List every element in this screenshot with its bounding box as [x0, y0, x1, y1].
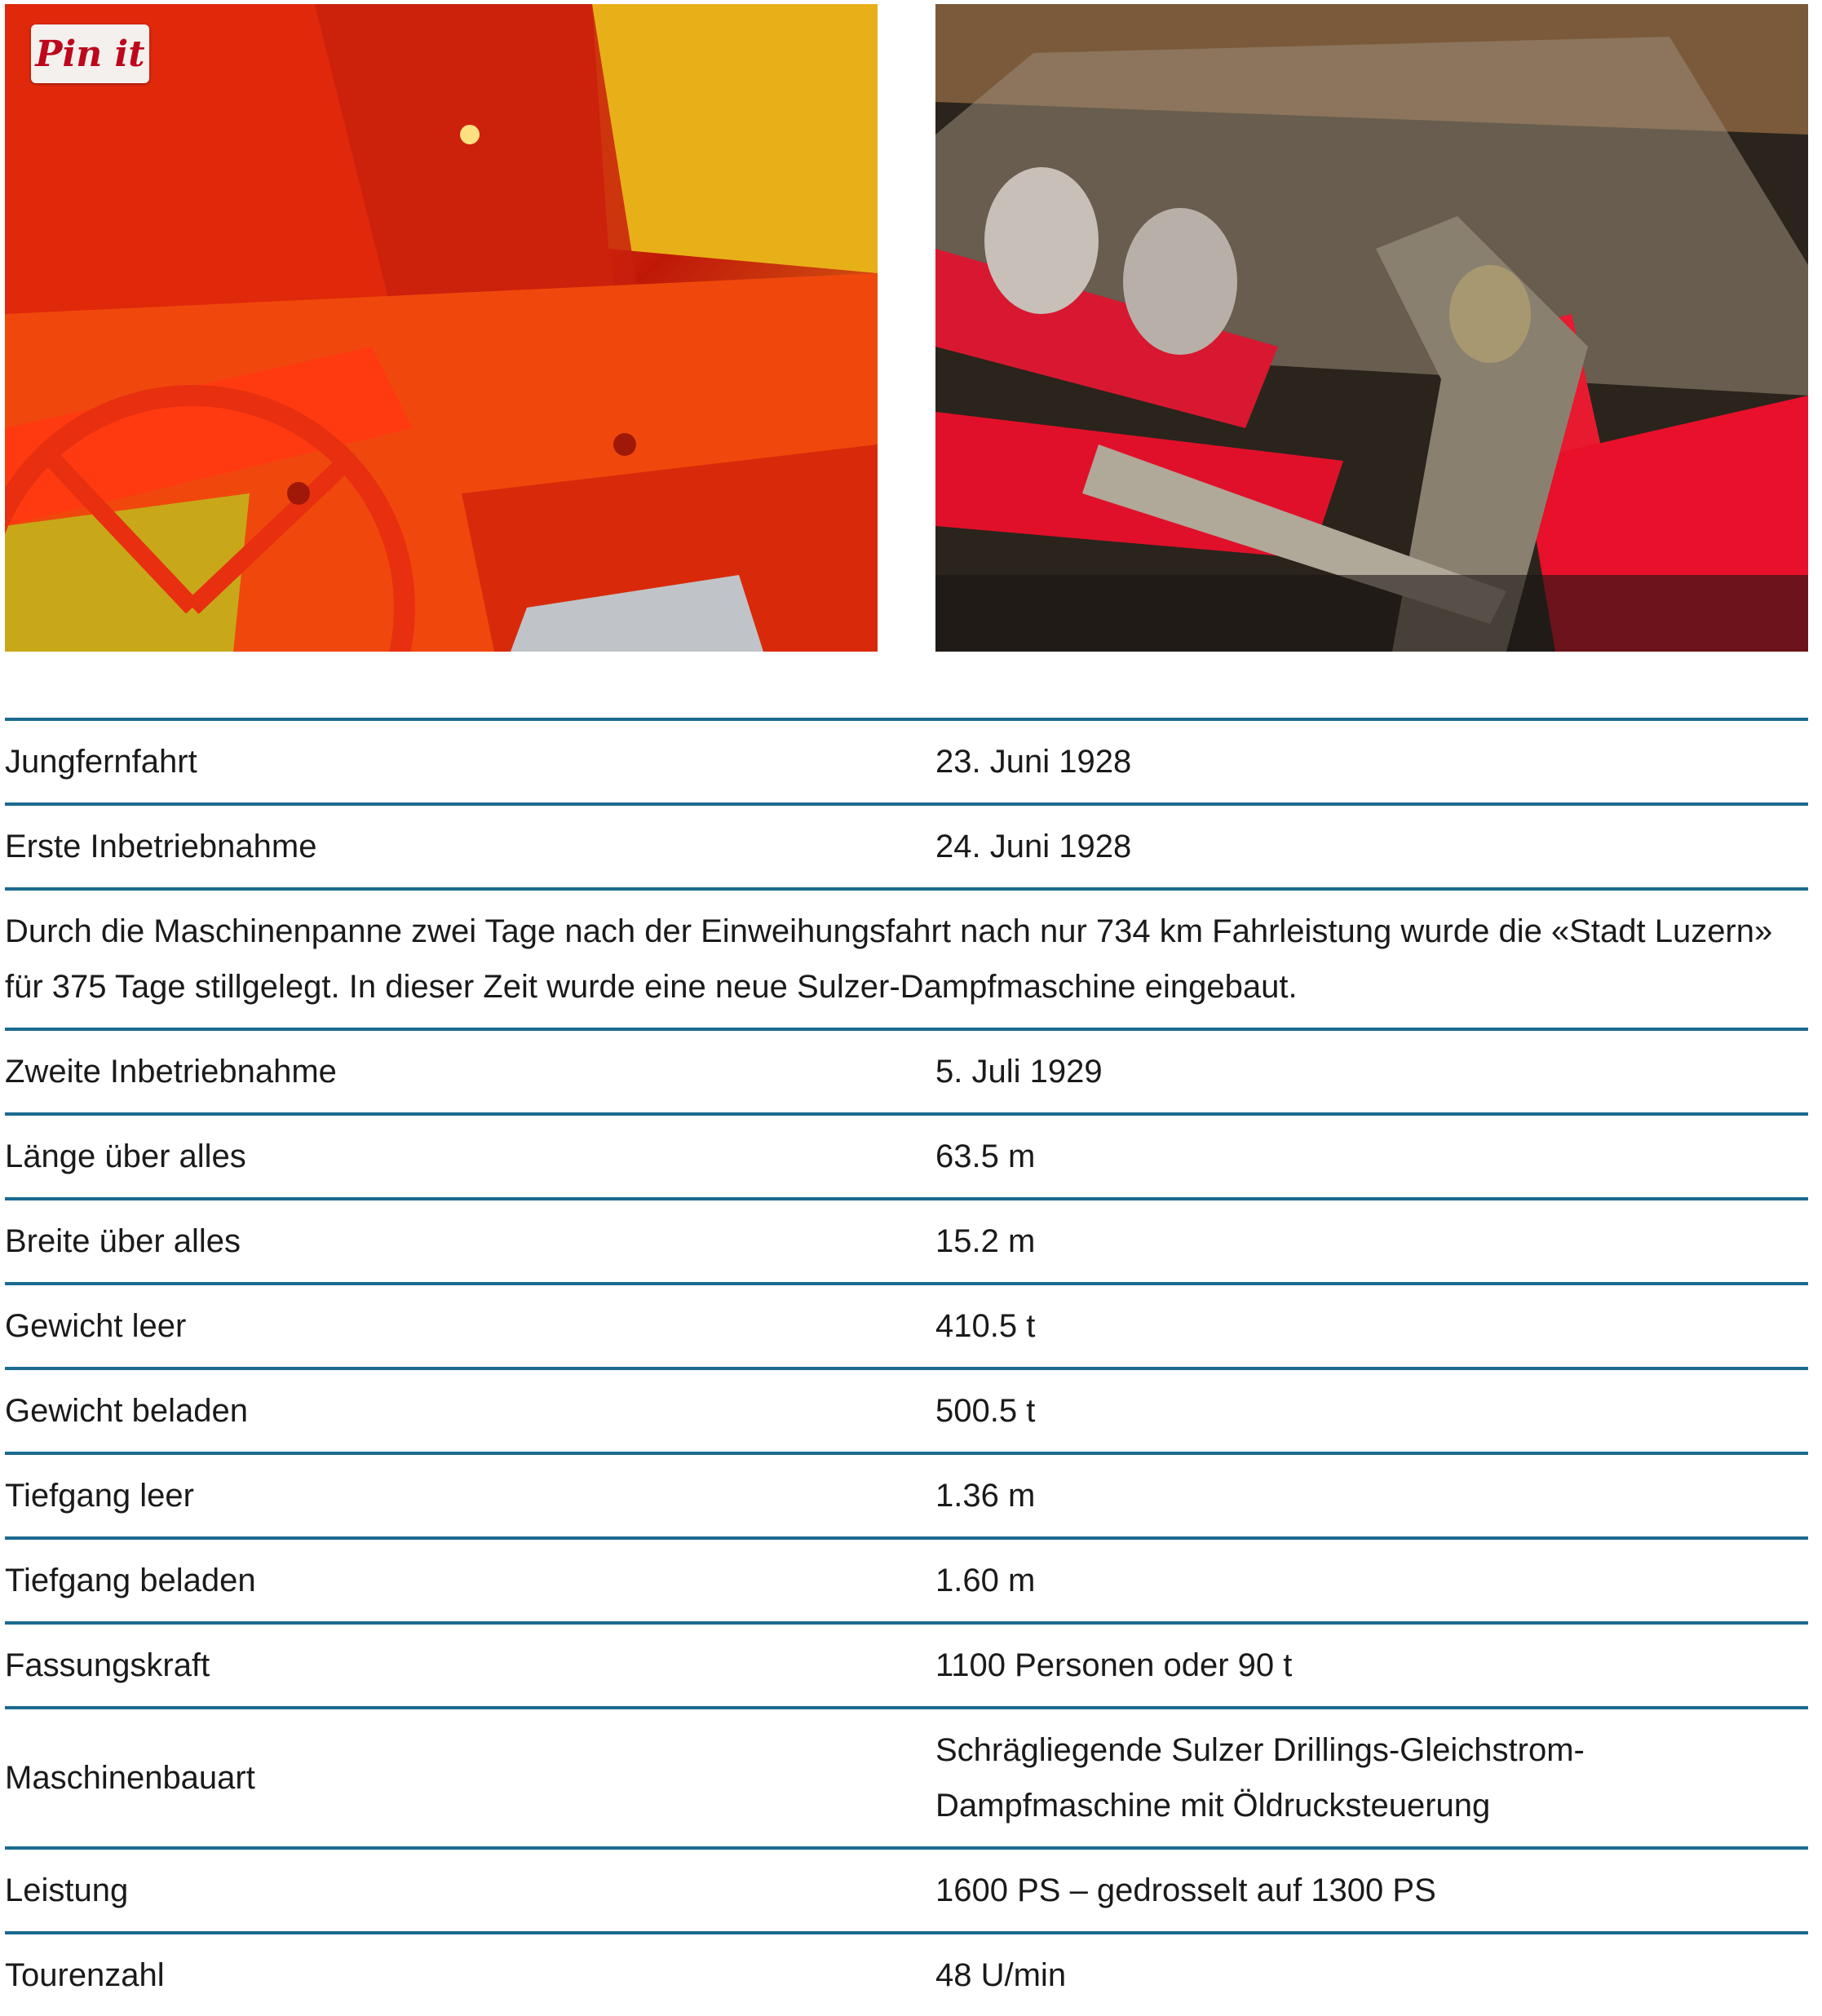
specs-table	[5, 718, 1808, 2016]
engine-closeup-red-image	[5, 4, 878, 652]
spec-label: Maschinenbauart	[5, 1760, 255, 1796]
spec-value: 500.5 t	[935, 1393, 1036, 1429]
spec-value: 5. Juli 1929	[935, 1054, 1103, 1090]
spec-value: 1.60 m	[935, 1563, 1036, 1598]
spec-value: 15.2 m	[935, 1223, 1036, 1259]
spec-value: 1100 Personen oder 90 t	[935, 1647, 1293, 1683]
spec-label: Leistung	[5, 1872, 129, 1908]
spec-row	[5, 1621, 1808, 1706]
spec-row	[5, 1931, 1808, 2016]
spec-label: Gewicht beladen	[5, 1393, 248, 1429]
spec-label: Tiefgang leer	[5, 1478, 194, 1514]
spec-value: 23. Juni 1928	[935, 744, 1132, 780]
spec-label: Gewicht leer	[5, 1308, 187, 1344]
spec-label: Fassungskraft	[5, 1647, 210, 1683]
spec-label: Jungfernfahrt	[5, 744, 197, 780]
spec-value: 410.5 t	[935, 1308, 1036, 1344]
spec-note	[5, 887, 1808, 1028]
spec-row	[5, 1367, 1808, 1452]
spec-value: 1600 PS – gedrosselt auf 1300 PS	[935, 1872, 1436, 1908]
spec-row	[5, 1197, 1808, 1282]
spec-label: Zweite Inbetriebnahme	[5, 1054, 337, 1090]
pin-it-label: Pin it	[35, 33, 145, 75]
spec-row	[5, 1112, 1808, 1197]
spec-value: 1.36 m	[935, 1478, 1036, 1514]
spec-row	[5, 1452, 1808, 1536]
spec-label: Tiefgang beladen	[5, 1563, 256, 1598]
spec-label: Tourenzahl	[5, 1957, 165, 1993]
engine-closeup-red-graphic	[5, 4, 878, 652]
spec-label: Erste Inbetriebnahme	[5, 829, 317, 864]
spec-value: 63.5 m	[935, 1138, 1036, 1174]
spec-row	[5, 718, 1808, 802]
spec-row	[5, 1846, 1808, 1931]
engine-crankshaft-graphic	[935, 4, 1808, 652]
spec-row	[5, 1706, 1808, 1846]
spec-row	[5, 1536, 1808, 1621]
spec-value: Schrägliegende Sulzer Drillings-Gleichstrom-Dampfmaschine mit Öldrucksteuerung	[935, 1732, 1585, 1824]
spec-note-text: Durch die Maschinenpanne zwei Tage nach der Einweihungsfahrt nach nur 734 km Fahrleistung wurde die «Stadt Luzern» für 375 Tage stillgelegt. In dieser Zeit wurde eine neue Sulzer-Dampfmaschine eingebaut.	[5, 913, 1773, 1005]
engine-crankshaft-image	[935, 4, 1808, 652]
spec-label: Breite über alles	[5, 1223, 241, 1259]
spec-row	[5, 1028, 1808, 1112]
spec-row	[5, 1282, 1808, 1367]
spec-value: 48 U/min	[935, 1957, 1067, 1993]
pin-it-button[interactable]	[31, 24, 149, 83]
spec-row	[5, 802, 1808, 887]
spec-label: Länge über alles	[5, 1138, 246, 1174]
spec-value: 24. Juni 1928	[935, 829, 1132, 864]
